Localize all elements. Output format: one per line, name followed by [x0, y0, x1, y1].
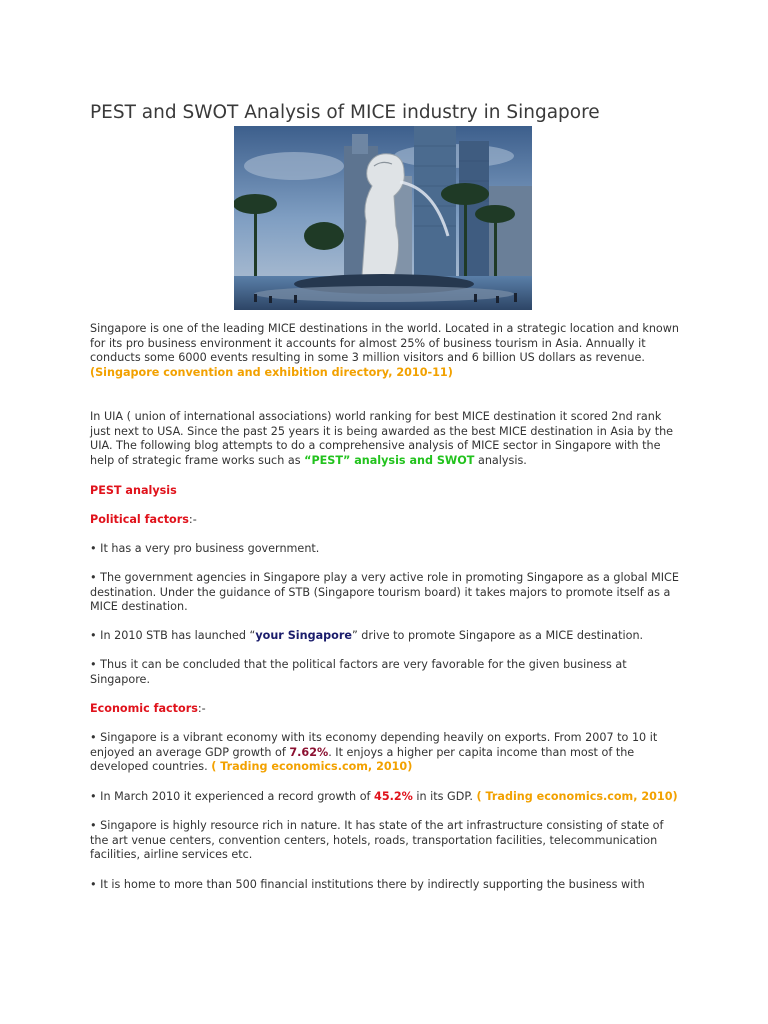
political-heading-suffix: :-	[188, 513, 197, 526]
political-bullet-3-post: ” drive to promote Singapore as a MICE destination.	[351, 629, 644, 642]
economic-bullet-1-post: . It enjoys a higher per capita income than most of the developed countries.	[90, 745, 635, 774]
political-bullet-3	[90, 629, 680, 644]
political-bullet-4-text: • Thus it can be concluded that the political factors are very favorable for the given business at Singapore.	[90, 658, 627, 686]
record-growth-value: 45.2%	[374, 790, 413, 803]
economic-bullet-4-text: • It is home to more than 500 financial institutions there by indirectly supporting the business with	[90, 878, 645, 891]
economic-heading-suffix: :-	[197, 702, 206, 715]
economic-bullet-2-pre: • In March 2010 it experienced a record growth of	[90, 790, 371, 803]
political-heading-block	[90, 513, 680, 528]
economic-bullet-3	[90, 819, 680, 863]
economic-heading: Economic factors	[90, 702, 198, 715]
intro-citation: (Singapore convention and exhibition directory, 2010-11)	[90, 365, 453, 379]
economic-bullet-1-citation: ( Trading economics.com, 2010)	[211, 760, 413, 774]
political-bullet-2-text: • The government agencies in Singapore play a very active role in promoting Singapore as a global MICE destination. Under the guidance of STB (Singapore tourism board) it takes majors to promote itself as a MICE destination.	[90, 571, 679, 614]
economic-bullet-1-pre: • Singapore is a vibrant economy with its economy depending heavily on exports. From 2007 to 10 it enjoyed an average GDP growth of	[90, 731, 658, 759]
economic-bullet-1	[90, 731, 680, 775]
economic-bullet-2-post: in its GDP.	[416, 790, 473, 803]
political-bullet-2	[90, 571, 680, 615]
economic-bullet-4	[90, 878, 680, 893]
economic-heading-block	[90, 702, 680, 717]
political-heading: Political factors	[90, 513, 189, 526]
uia-text: In UIA ( union of international associations) world ranking for best MICE destination it scored 2nd rank just next to USA. Since the past 25 years it is being awarded as the best MICE destination in Asia by the UIA. The following blog attempts to do a comprehensive analysis of MICE sector in Singapore with the help of strategic frame works such as	[90, 410, 674, 467]
intro-paragraph	[90, 322, 680, 380]
economic-bullet-2-citation: ( Trading economics.com, 2010)	[476, 790, 678, 803]
uia-highlight: “PEST” analysis and SWOT	[304, 453, 475, 467]
uia-tail: analysis.	[477, 453, 527, 467]
intro-text: Singapore is one of the leading MICE destinations in the world. Located in a strategic location and known for its pro business environment it accounts for almost 25% of business tourism in Asia. Annually it conducts some 6000 events resulting in some 3 million visitors and 6 billion US dollars as revenue.	[90, 322, 680, 365]
political-bullet-1	[90, 542, 680, 557]
your-singapore-highlight: your Singapore	[255, 629, 352, 642]
uia-paragraph	[90, 410, 680, 468]
gdp-growth-value: 7.62%	[289, 745, 329, 759]
pest-heading: PEST analysis	[90, 484, 177, 497]
merlion-singapore-photo	[234, 126, 532, 310]
economic-bullet-3-text: • Singapore is highly resource rich in nature. It has state of the art infrastructure consisting of state of the art venue centers, convention centers, hotels, roads, transportation facilities, telecommunication facilities, airline services etc.	[90, 819, 664, 862]
political-bullet-4	[90, 658, 680, 687]
political-bullet-1-text: • It has a very pro business government.	[90, 542, 320, 555]
political-bullet-3-pre: • In 2010 STB has launched “	[90, 629, 256, 642]
economic-bullet-2	[90, 790, 680, 805]
pest-heading-block	[90, 484, 680, 499]
page-title: PEST and SWOT Analysis of MICE industry in Singapore	[90, 102, 600, 123]
